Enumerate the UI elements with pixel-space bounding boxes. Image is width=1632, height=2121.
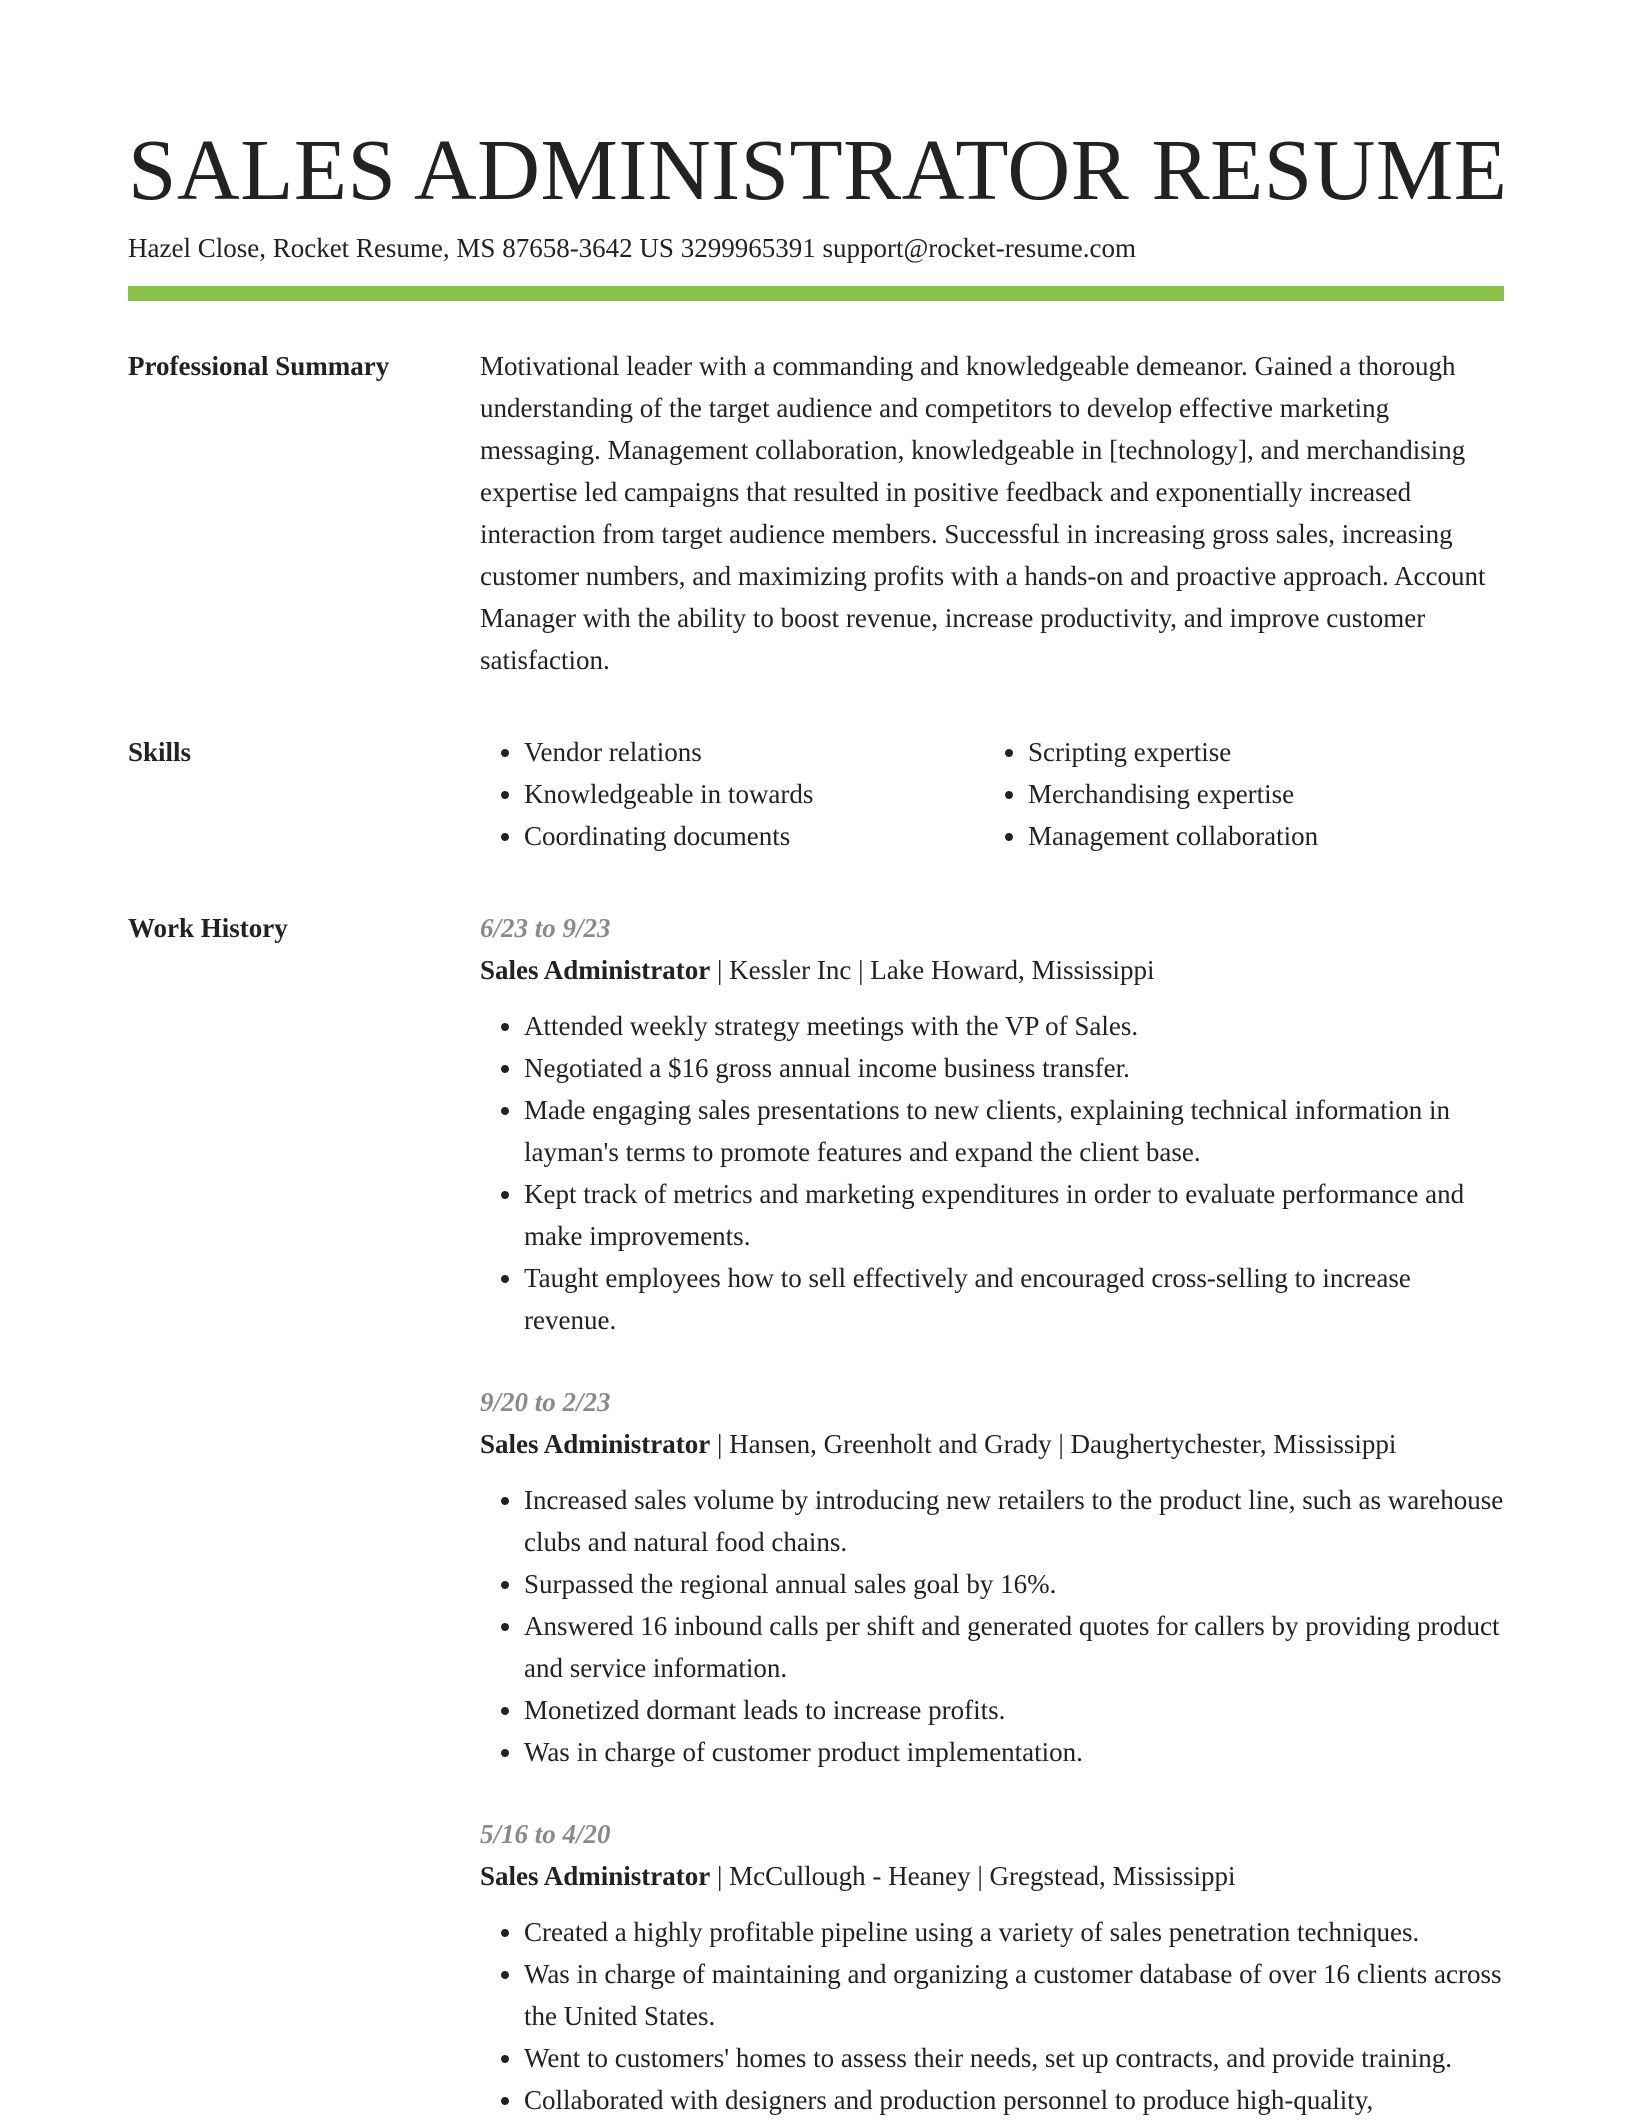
- summary-text: Motivational leader with a commanding and knowledgeable demeanor. Gained a thorough understanding of the target audience and competitors to develop effective marketing messaging. Management collaboration, knowledgeable in [technology], and merchandising expertise led campaigns that resulted in positive feedback and exponentially increased interaction from target audience members. Successful in increasing gross sales, increasing customer numbers, and maximizing profits with a hands-on and proactive approach. Account Manager with the ability to boost revenue, increase productivity, and improve customer satisfaction.: [480, 351, 1486, 675]
- job-bullets: [480, 1479, 1504, 1773]
- skills-body: [480, 731, 1504, 857]
- job-bullet: • Increased sales volume by introducing new retailers to the product line, such as warehouse clubs and natural food chains.: [524, 1479, 1504, 1563]
- job-entry: [480, 1381, 1504, 1773]
- work-history-section: [128, 907, 1504, 2121]
- skills-list-left: [480, 731, 984, 857]
- job-header: [480, 1855, 1504, 1897]
- job-entry: [480, 1813, 1504, 2121]
- summary-body: [480, 345, 1504, 681]
- job-bullet: • Monetized dormant leads to increase profits.: [524, 1689, 1504, 1731]
- job-date: 6/23 to 9/23: [480, 913, 611, 943]
- job-bullet: • Answered 16 inbound calls per shift and generated quotes for callers by providing product and service information.: [524, 1605, 1504, 1689]
- contact-line: Hazel Close, Rocket Resume, MS 87658-3642 US 3299965391 support@rocket-resume.com: [128, 233, 1136, 263]
- skills-section: [128, 731, 1504, 857]
- resume-title: SALES ADMINISTRATOR RESUME: [128, 121, 1508, 218]
- job-date: 9/20 to 2/23: [480, 1387, 611, 1417]
- skill-item: • Management collaboration: [1028, 815, 1488, 857]
- job-title: Sales Administrator: [480, 955, 711, 985]
- job-details: | Kessler Inc | Lake Howard, Mississippi: [710, 955, 1155, 985]
- job-bullet: • Attended weekly strategy meetings with the VP of Sales.: [524, 1005, 1504, 1047]
- job-title: Sales Administrator: [480, 1429, 711, 1459]
- work-history-body: [480, 907, 1504, 2121]
- job-title: Sales Administrator: [480, 1861, 711, 1891]
- job-bullet: • Was in charge of maintaining and organizing a customer database of over 16 clients across the United States.: [524, 1953, 1504, 2037]
- job-bullet: • Made engaging sales presentations to new clients, explaining technical information in layman's terms to promote features and expand the client base.: [524, 1089, 1504, 1173]
- job-bullet: • Taught employees how to sell effectively and encouraged cross-selling to increase revenue.: [524, 1257, 1504, 1341]
- job-bullet: • Kept track of metrics and marketing expenditures in order to evaluate performance and make improvements.: [524, 1173, 1504, 1257]
- job-date: 5/16 to 4/20: [480, 1819, 611, 1849]
- skill-item: • Merchandising expertise: [1028, 773, 1488, 815]
- professional-summary-section: [128, 345, 1504, 681]
- header-divider: [128, 286, 1504, 301]
- section-label-skills: Skills: [128, 737, 192, 767]
- job-details: | McCullough - Heaney | Gregstead, Mississippi: [710, 1861, 1236, 1891]
- skills-columns: [480, 731, 1504, 857]
- job-bullet: • Created a highly profitable pipeline using a variety of sales penetration techniques.: [524, 1911, 1504, 1953]
- resume-page: [128, 118, 1508, 2121]
- job-bullet: • Collaborated with designers and production personnel to produce high-quality,: [524, 2079, 1504, 2121]
- job-header: [480, 1423, 1504, 1465]
- job-bullets: [480, 1911, 1504, 2121]
- job-bullet: • Went to customers' homes to assess their needs, set up contracts, and provide training.: [524, 2037, 1504, 2079]
- job-bullet: • Was in charge of customer product implementation.: [524, 1731, 1504, 1773]
- skill-item: • Knowledgeable in towards: [524, 773, 984, 815]
- job-details: | Hansen, Greenholt and Grady | Daughertychester, Mississippi: [710, 1429, 1397, 1459]
- job-bullet: • Surpassed the regional annual sales goal by 16%.: [524, 1563, 1504, 1605]
- skill-item: • Coordinating documents: [524, 815, 984, 857]
- section-label-summary: Professional Summary: [128, 351, 390, 381]
- skill-item: • Scripting expertise: [1028, 731, 1488, 773]
- job-bullets: [480, 1005, 1504, 1341]
- skills-list-right: [984, 731, 1488, 857]
- section-label-work-history: Work History: [128, 913, 288, 943]
- skill-item: • Vendor relations: [524, 731, 984, 773]
- job-bullet: • Negotiated a $16 gross annual income business transfer.: [524, 1047, 1504, 1089]
- job-header: [480, 949, 1504, 991]
- job-entry: [480, 907, 1504, 1341]
